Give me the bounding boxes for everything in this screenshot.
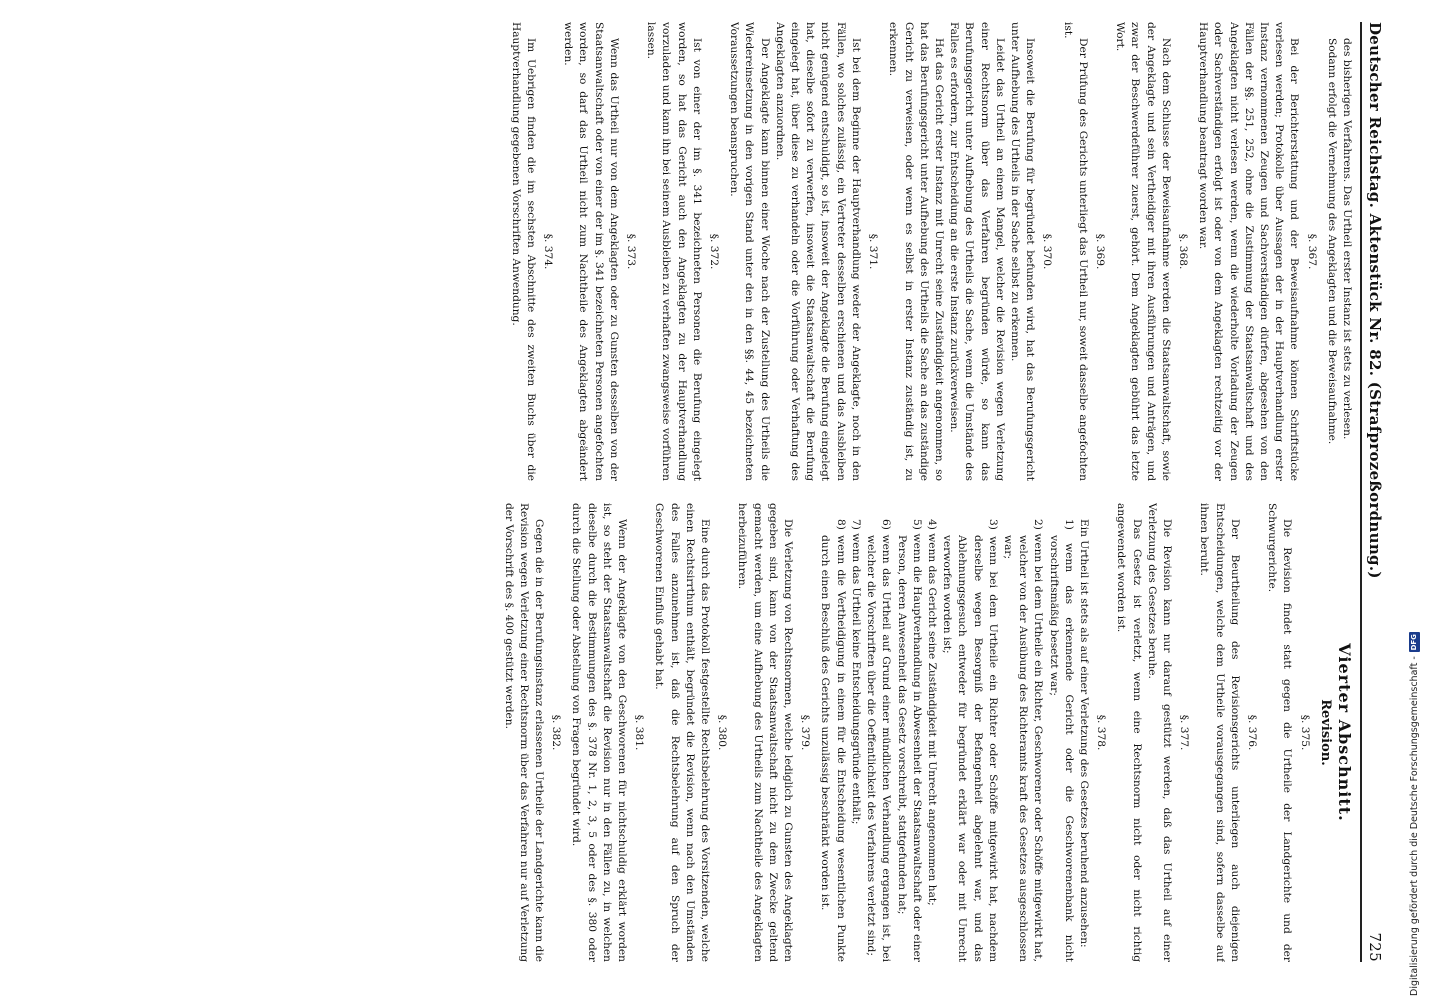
- running-head: [1360, 22, 1384, 962]
- paragraph: Das Gesetz ist verletzt, wenn eine Rechtsnorm nicht oder nicht richtig angewendet worden ist.: [1115, 503, 1143, 962]
- section-number: §. 368.: [1176, 233, 1189, 270]
- dfg-sidebar: [1402, 0, 1432, 1000]
- section-number: §. 374.: [542, 233, 555, 270]
- list-item: 7) wenn das Urtheil keine Entscheidungsgründe enthält;: [849, 519, 862, 825]
- left-column: [20, 22, 1354, 481]
- header-title: Deutscher Reichstag. Aktenstück Nr. 82. (Strafprozeßordnung.): [1366, 22, 1384, 579]
- paragraph: Der Beurtheilung des Revisionsgerichts unterliegen auch diejenigen Entscheidungen, welche dem Urtheile vorausgegangen sind, sofern dasselbe auf ihnen beruht.: [1198, 503, 1241, 962]
- paragraph: Gegen die in der Berufungsinstanz erlassenen Urtheile der Landgerichte kann die Revision wegen Verletzung einer Rechtsnorm über das Verfahren nur auf Verletzung der Vorschrift des §. 400 gestützt werden.: [502, 503, 546, 962]
- section-number: §. 378.: [1095, 714, 1108, 751]
- paragraph: Insoweit die Berufung für begründet befunden wird, hat das Berufungsgericht unter Aufhebung des Urtheils in der Sache selbst zu erkennen.: [1008, 22, 1037, 481]
- paragraph: Nach dem Schlusse der Beweisaufnahme werden die Staatsanwaltschaft, sowie der Angeklagte und sein Vertheidiger mit ihren Ausführungen und Anträgen, und zwar der Beschwerdeführer zuerst, gehört. Dem Angeklagten gebührt das letzte Wort.: [1114, 22, 1172, 481]
- chapter-subheading: Revision.: [1317, 699, 1333, 766]
- section-number: §. 381.: [633, 714, 646, 751]
- paragraph: Eine durch das Protokoll festgestellte Rechtsbelehrung des Vorsitzenden, welche einen Rechtsirrthum enthält, begründet die Revision, wenn nach den Umständen des Falles anzunehmen ist, daß die Rechtsbelehrung auf den Spruch der Geschworenen Einfluß gehabt hat.: [653, 503, 712, 962]
- section-number: §. 375.: [1298, 714, 1311, 751]
- paragraph: Hat das Gericht erster Instanz mit Unrecht seine Zuständigkeit angenommen, so hat das Berufungsgericht unter Aufhebung des Urtheils die Sache an das zuständige Gericht zu verweisen, oder wenn es selbst in erster Instanz zuständig ist, zu erkennen.: [887, 22, 945, 481]
- paragraph: Ist von einer der im §. 341 bezeichneten Personen die Berufung eingelegt worden, so hat das Gericht auch den Angeklagten zu der Hauptverhandlung vorzuladen und kann ihn bei seinem Ausbleiben zu verhaften zwangsweise vorführen lassen.: [645, 22, 703, 481]
- paragraph: Wenn der Angeklagte von den Geschworenen für nichtschuldig erklärt worden ist, so steht der Staatsanwaltschaft die Revision nur in den Fällen zu, in welchen dieselbe durch die Bestimmungen des §. 378 Nr. 1, 2, 3, 5 oder des §. 380 oder durch die Stellung oder Abstellung von Fragen begründet wird.: [570, 503, 629, 962]
- list-item: 1) wenn das erkennende Gericht oder die Geschworenenbank nicht vorschriftsmäßig besetzt war;: [1047, 519, 1075, 962]
- paragraph: Die Revision kann nur darauf gestützt werden, daß das Urtheil auf einer Verletzung des Gesetzes beruhe.: [1145, 503, 1173, 962]
- paragraph: Bei der Berichterstattung und der Beweisaufnahme können Schriftstücke verlesen werden; Protokolle über Aussagen der in der Hauptverhandlung erster Instanz vernommenen Zeugen und Sachverständigen dürfen, abgesehen von den Fällen der §§. 251, 252, ohne die Zustimmung der Staatsanwaltschaft und des Angeklagten nicht verlesen werden, wenn die wiederholte Vorladung der Zeugen oder Sachverständigen erfolgt ist oder von dem Angeklagten rechtzeitig vor der Hauptverhandlung beantragt worden war.: [1197, 22, 1301, 481]
- page-number: 725: [1366, 932, 1384, 962]
- section-number: §. 376.: [1245, 714, 1258, 751]
- list-item: 3) wenn bei dem Urtheile ein Richter oder Schöffe mitgewirkt hat, nachdem derselbe wegen Besorgniß der Befangenheit abgelehnt war, und das Ablehnungsgesuch entweder für begründet erklärt war oder mit Unrecht verworfen worden ist;: [941, 519, 999, 962]
- section-number: §. 369.: [1093, 233, 1106, 270]
- list-item: 5) wenn die Hauptverhandlung in Abwesenheit der Staatsanwaltschaft oder einer Person, deren Anwesenheit das Gesetz vorschreibt, stattgefunden hat;: [895, 519, 923, 962]
- dfg-credit: [1409, 632, 1420, 996]
- paragraph: Die Verletzung von Rechtsnormen, welche lediglich zu Gunsten des Angeklagten gegeben sind, kann von der Staatsanwaltschaft nicht zu dem Zwecke geltend gemacht werden, um eine Aufhebung des Urtheils zum Nachtheile des Angeklagten herbeizuführen.: [736, 503, 795, 962]
- section-number: §. 373.: [625, 233, 638, 270]
- right-column: [20, 503, 1354, 962]
- chapter-heading: Vierter Abschnitt.: [1335, 643, 1354, 822]
- paragraph: Leidet das Urtheil an einem Mangel, welcher die Revision wegen Verletzung einer Rechtsnorm über das Verfahren begründen würde, so kann das Berufungsgericht unter Aufhebung des Urtheils die Sache, wenn die Umstände des Falles es erfordern, zur Entscheidung an die erste Instanz zurückverweisen.: [948, 22, 1006, 481]
- section-number: §. 370.: [1041, 233, 1054, 270]
- section-number: §. 367.: [1305, 233, 1318, 270]
- paragraph: des bisherigen Verfahrens. Das Urtheil erster Instanz ist stets zu verlesen.: [1341, 38, 1353, 440]
- paragraph: Ist bei dem Beginne der Hauptverhandlung weder der Angeklagte, noch in den Fällen, wo solches zulässig, ein Vertreter desselben erschienen und das Ausbleiben nicht genügend entschuldigt, so ist, insoweit der Angeklagte die Berufung eingelegt hat, dieselbe sofort zu verwerfen, insoweit die Staatsanwaltschaft die Berufung eingelegt hat, über diese zu verhandeln oder die Vorführung oder Verhaftung des Angeklagten anzuordnen.: [773, 22, 862, 481]
- section-number: §. 382.: [550, 714, 563, 751]
- list-item: 2) wenn bei dem Urtheile ein Richter, Geschworener oder Schöffe mitgewirkt hat, welcher von der Ausübung des Richteramts kraft des Gesetzes ausgeschlossen war;: [1001, 519, 1045, 962]
- paragraph: Die Revision findet statt gegen die Urtheile der Landgerichte und der Schwurgerichte.: [1266, 503, 1294, 962]
- section-number: §. 380.: [716, 714, 729, 751]
- paragraph: Im Uebrigen finden die im sechsten Abschnitte des zweiten Buchs über die Hauptverhandlung gegebenen Vorschriften Anwendung.: [509, 22, 537, 481]
- paragraph: Wenn das Urtheil nur von dem Angeklagten oder zu Gunsten desselben von der Staatsanwaltschaft oder von einer der im §. 341 bezeichneten Personen angefochten worden, so darf das Urtheil nicht zum Nachtheile des Angeklagten abgeändert werden.: [562, 22, 620, 481]
- dfg-credit-text: Digitalisierung gefördert durch die Deutsche Forschungsgemeinschaft -: [1409, 656, 1420, 996]
- list-item: 4) wenn das Gericht seine Zuständigkeit mit Unrecht angenommen hat;: [925, 519, 938, 906]
- section-number: §. 372.: [708, 233, 721, 270]
- paragraph: Der Angeklagte kann binnen einer Woche nach der Zustellung des Urtheils die Wiedereinsetzung in den vorigen Stand unter den in den §§. 44, 45 bezeichneten Voraussetzungen beanspruchen.: [728, 22, 771, 481]
- section-number: §. 377.: [1178, 714, 1191, 751]
- dfg-logo-icon: DFG: [1410, 634, 1418, 651]
- text-columns: [20, 22, 1354, 962]
- paragraph: Sodann erfolgt die Vernehmung des Angeklagten und die Beweisaufnahme.: [1325, 38, 1338, 445]
- section-number: §. 371.: [867, 233, 880, 270]
- paragraph: Ein Urtheil ist stets als auf einer Verletzung des Gesetzes beruhend anzusehen:: [1077, 519, 1090, 948]
- section-number: §. 379.: [799, 714, 812, 751]
- list-item: 6) wenn das Urtheil auf Grund einer mündlichen Verhandlung ergangen ist, bei welcher die Vorschriften über die Oeffentlichkeit des Verfahrens verletzt sind;: [865, 519, 893, 962]
- list-item: 8) wenn die Vertheidigung in einem für die Entscheidung wesentlichen Punkte durch einen Beschluß des Gerichts unzulässig beschränkt worden ist.: [819, 519, 847, 962]
- paragraph: Der Prüfung des Gerichts unterliegt das Urtheil nur, soweit dasselbe angefochten ist.: [1061, 22, 1089, 481]
